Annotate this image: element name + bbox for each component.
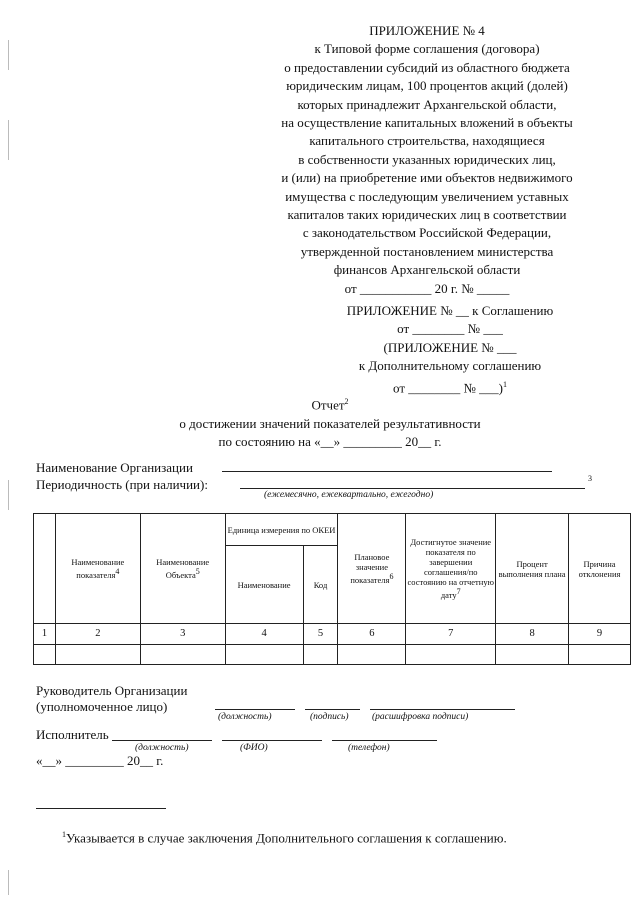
header-line: которых принадлежит Архангельской области, — [297, 96, 557, 112]
column-number: 2 — [55, 624, 140, 645]
executor-hint: (должность) — [135, 743, 189, 753]
column-number: 1 — [34, 624, 56, 645]
table-header-cell: Наименование Объекта$^5$ — [140, 514, 225, 624]
appendix-header — [232, 22, 622, 298]
scan-artifact — [8, 40, 9, 70]
header-line: от ___________ 20 г. № _____ — [344, 280, 510, 296]
executor-label: Исполнитель — [36, 727, 109, 742]
report-subtitle: о достижении значений показателей результативности — [179, 415, 481, 431]
table-header-cell: Достигнутое значение показателя по завершении соглашения/по состоянию на отчетную дату$^7$ — [406, 514, 496, 624]
header-line: на осуществление капитальных вложений в объекты — [281, 115, 573, 131]
org-name-line[interactable] — [222, 471, 552, 472]
table-cell[interactable] — [55, 645, 140, 665]
header-line: капиталов таких юридических лиц в соответствии — [287, 207, 567, 223]
table-header-cell: Плановое значение показателя$^6$ — [338, 514, 406, 624]
table-cell[interactable] — [140, 645, 225, 665]
org-name-label: Наименование Организации — [36, 460, 193, 475]
table-cell[interactable] — [496, 645, 569, 665]
agreement-line: ПРИЛОЖЕНИЕ № __ к Соглашению — [346, 303, 554, 318]
column-number: 6 — [338, 624, 406, 645]
executor-hint: (телефон) — [348, 743, 390, 753]
report-date: по состоянию на «__» _________ 20__ г. — [218, 434, 442, 450]
scan-artifact — [8, 120, 9, 160]
signature-line[interactable] — [215, 709, 295, 710]
table-header-cell: Код — [303, 546, 338, 624]
footnote-ref: 1 — [503, 379, 507, 389]
head-label: Руководитель Организации — [36, 683, 188, 698]
table-header-cell: Процент выполнения плана — [496, 514, 569, 624]
header-line: и (или) на приобретение ими объектов недвижимого — [281, 170, 573, 186]
executor-line[interactable] — [222, 740, 322, 741]
executor-line[interactable] — [112, 740, 212, 741]
header-line: утвержденной постановлением министерства — [300, 243, 554, 259]
agreement-line: от ________ № ___ — [397, 321, 503, 337]
report-title — [100, 393, 560, 452]
signature-line[interactable] — [305, 709, 360, 710]
agreement-line: от ________ № ___)$^1$ — [393, 379, 507, 395]
header-line: юридическим лицам, 100 процентов акций (долей) — [286, 78, 568, 94]
executor-hint: (ФИО) — [240, 743, 268, 753]
footnote-separator — [36, 808, 166, 809]
table-header-cell: Причина отклонения — [569, 514, 631, 624]
table-header-cell: Наименование — [225, 546, 303, 624]
footnote — [62, 826, 507, 848]
column-number: 3 — [140, 624, 225, 645]
column-number: 5 — [303, 624, 338, 645]
table-cell[interactable] — [303, 645, 338, 665]
scan-artifact — [8, 870, 9, 895]
header-line: о предоставлении субсидий из областного бюджета — [284, 59, 570, 75]
footnote-ref: 3 — [588, 474, 592, 483]
header-line: финансов Архангельской области — [333, 262, 521, 278]
column-number: 9 — [569, 624, 631, 645]
table-header-cell: Единица измерения по ОКЕИ — [225, 514, 338, 546]
table-cell[interactable] — [569, 645, 631, 665]
agreement-header — [300, 302, 600, 397]
table-cell[interactable] — [406, 645, 496, 665]
signature-date: «__» _________ 20__ г. — [36, 753, 164, 768]
column-number: 8 — [496, 624, 569, 645]
table-cell[interactable] — [338, 645, 406, 665]
column-number: 7 — [406, 624, 496, 645]
scan-artifact — [8, 480, 9, 510]
header-line: с законодательством Российской Федерации, — [302, 225, 552, 241]
table-header-cell — [34, 514, 56, 624]
report-title-word: Отчет — [311, 397, 345, 413]
agreement-line: (ПРИЛОЖЕНИЕ № ___ — [383, 339, 517, 355]
table-header-cell: Наименование показателя$^4$ — [55, 514, 140, 624]
column-number: 4 — [225, 624, 303, 645]
executor-line[interactable] — [332, 740, 437, 741]
report-table — [33, 513, 631, 665]
signature-hint: (подпись) — [310, 712, 349, 722]
header-line: ПРИЛОЖЕНИЕ № 4 — [369, 23, 485, 38]
table-cell[interactable] — [34, 645, 56, 665]
footnote-mark: 1 — [62, 830, 66, 839]
period-label: Периодичность (при наличии): — [36, 477, 208, 492]
footnote-text: Указывается в случае заключения Дополнительного соглашения к соглашению. — [66, 830, 507, 846]
header-line: имущества с последующим увеличением уставных — [285, 188, 569, 204]
signature-line[interactable] — [370, 709, 515, 710]
period-hint: (ежемесячно, ежеквартально, ежегодно) — [264, 490, 434, 500]
head-label-sub: (уполномоченное лицо) — [36, 699, 168, 714]
header-line: к Типовой форме соглашения (договора) — [314, 41, 540, 57]
signature-hint: (расшифровка подписи) — [372, 712, 469, 722]
agreement-line: к Дополнительному соглашению — [358, 358, 542, 374]
table-cell[interactable] — [225, 645, 303, 665]
footnote-ref: 2 — [344, 397, 349, 406]
header-line: в собственности указанных юридических лиц, — [298, 151, 556, 167]
period-line[interactable] — [240, 488, 585, 489]
signature-hint: (должность) — [218, 712, 272, 722]
header-line: капитального строительства, находящиеся — [309, 133, 545, 149]
